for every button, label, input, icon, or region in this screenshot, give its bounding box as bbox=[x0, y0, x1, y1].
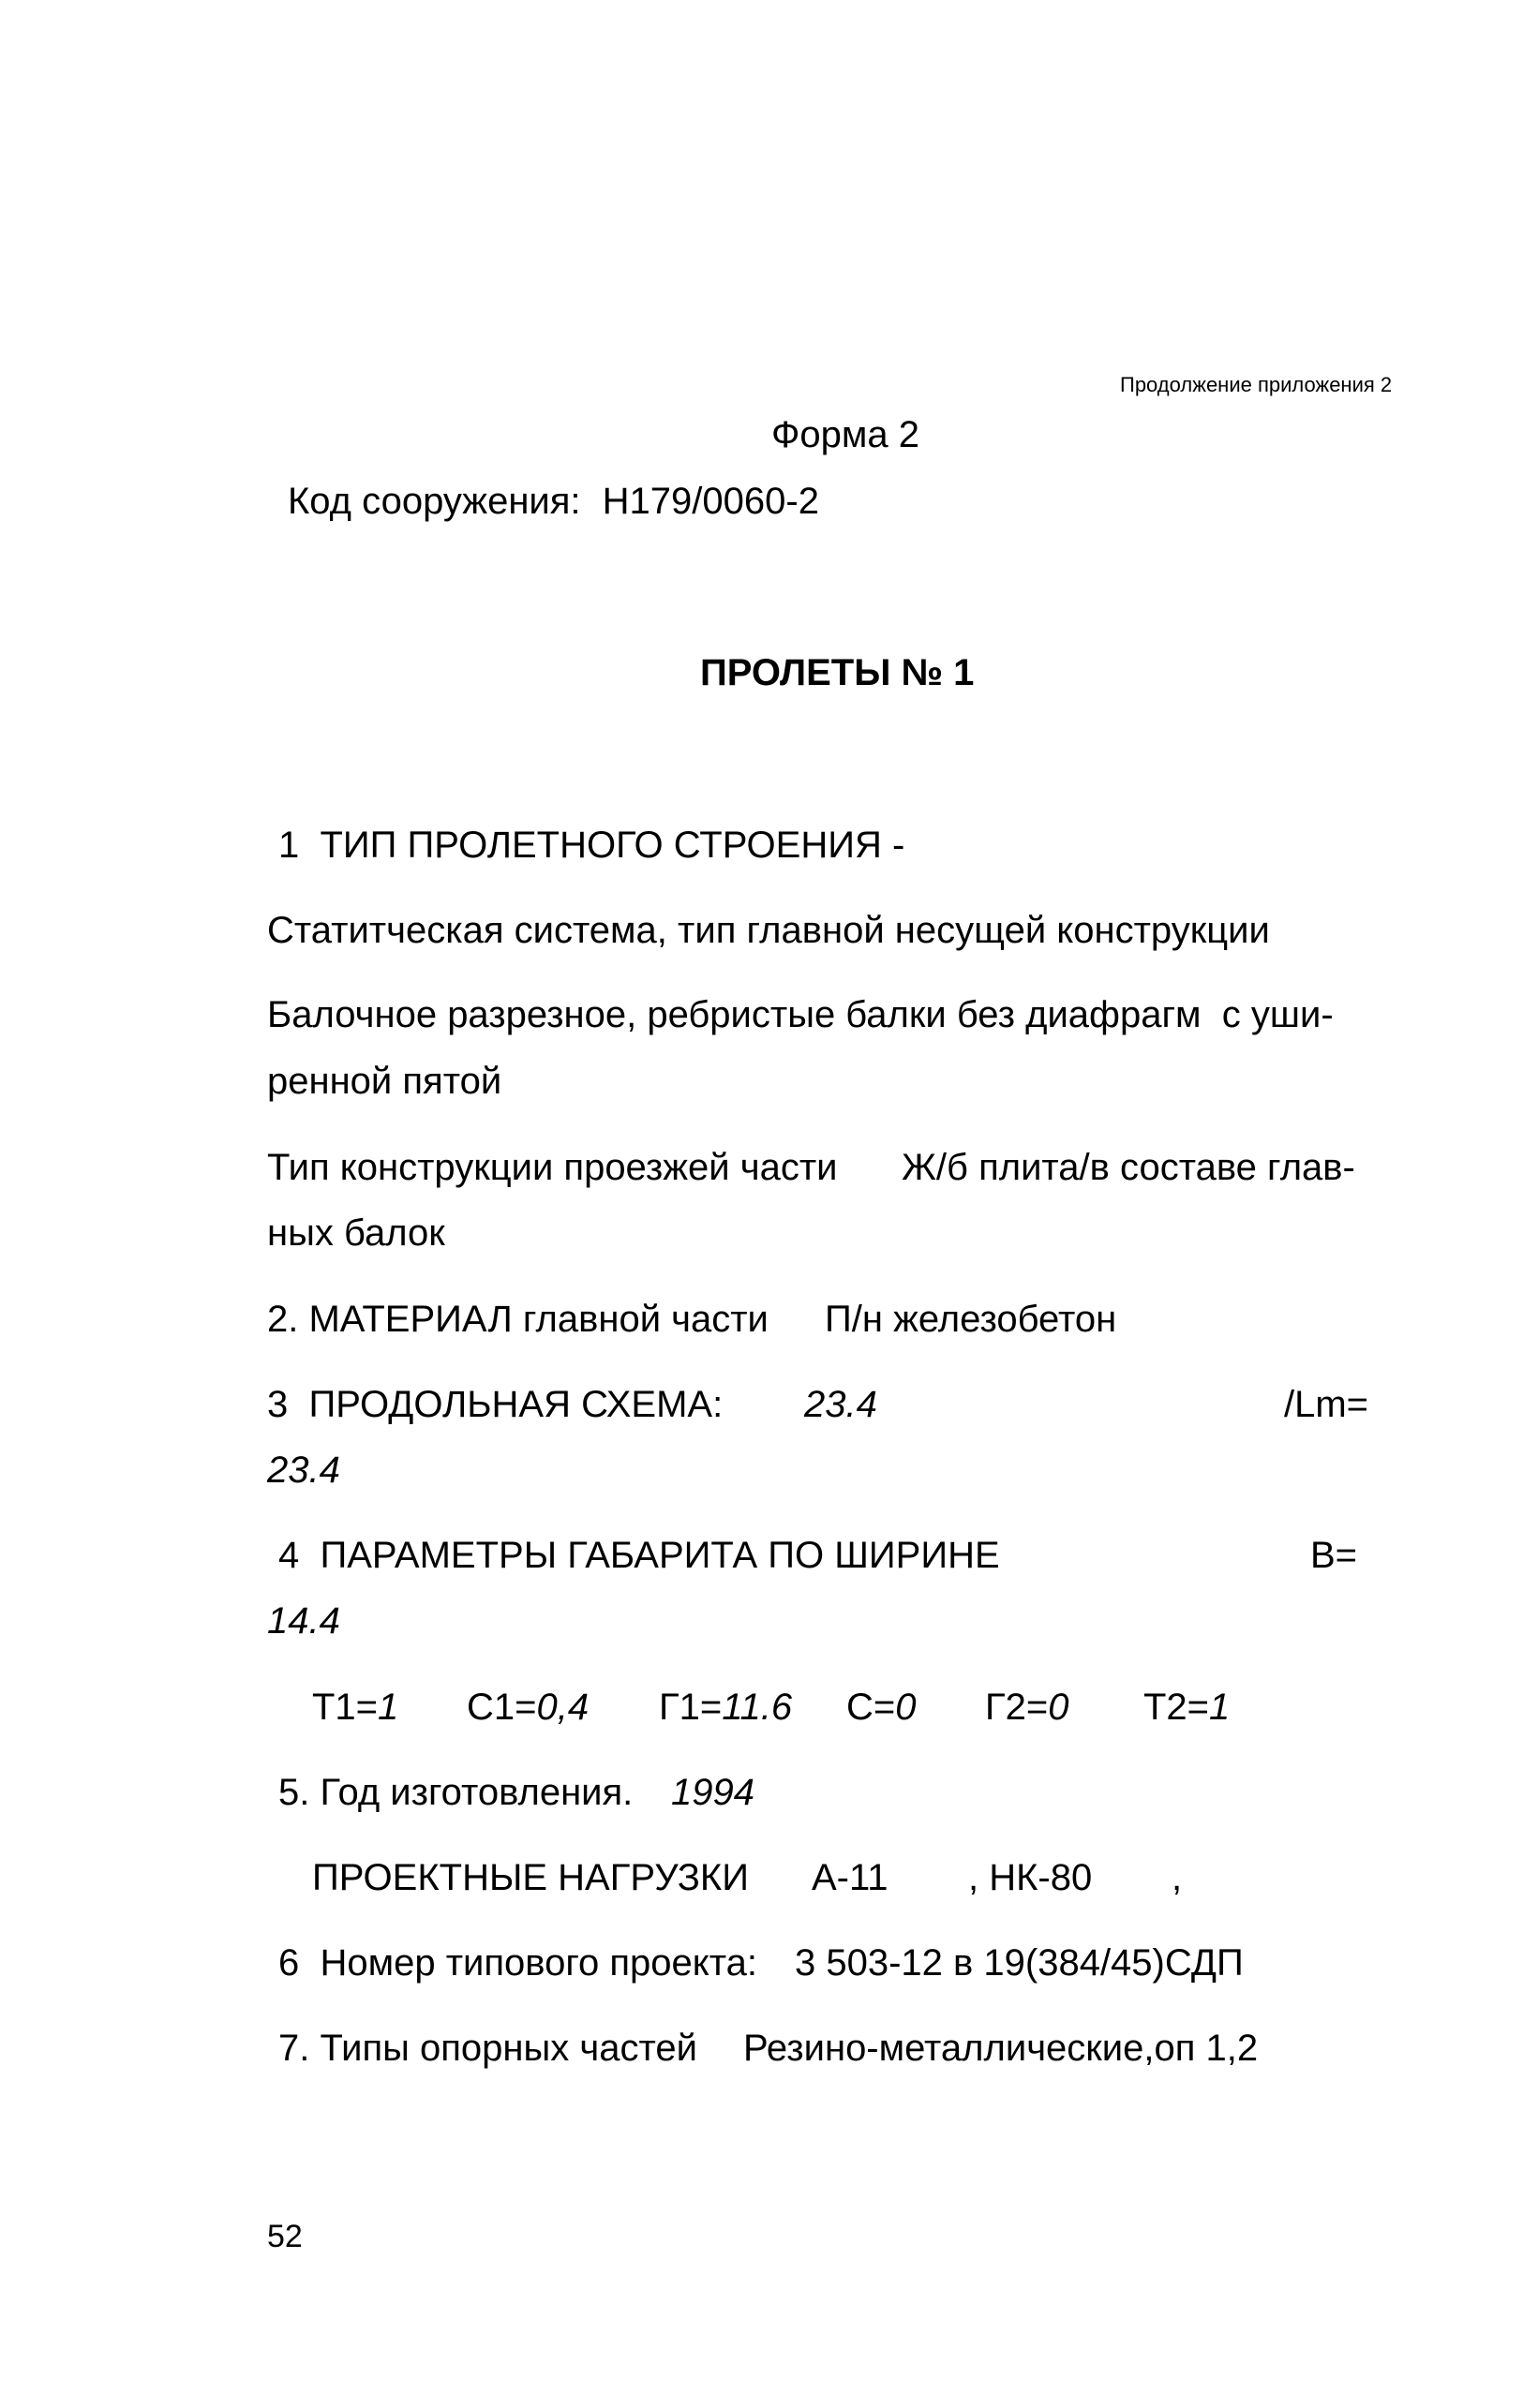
param-g1 bbox=[659, 1685, 792, 1730]
param-t1-value: 1 bbox=[378, 1687, 399, 1728]
lm-value: 23.4 bbox=[267, 1449, 340, 1491]
param-t1 bbox=[312, 1685, 398, 1730]
item7-label: 7. Типы опорных частей bbox=[278, 2028, 697, 2069]
form-title: Форма 2 bbox=[771, 414, 920, 455]
deck-type-value-line1: Ж/б плита/в составе глав- bbox=[902, 1147, 1355, 1188]
deck-type-value-line2: ных балок bbox=[267, 1212, 445, 1254]
param-g2 bbox=[985, 1685, 1069, 1730]
item1-heading: 1 ТИП ПРОЛЕТНОГО СТРОЕНИЯ - bbox=[278, 825, 905, 866]
static-system-line1: Балочное разрезное, ребристые балки без диафрагм с уши- bbox=[267, 994, 1334, 1035]
static-system-label: Статитческая система, тип главной несущей конструкции bbox=[267, 910, 1270, 951]
structure-code bbox=[288, 479, 819, 524]
param-t2-value: 1 bbox=[1209, 1687, 1231, 1728]
load-a11: А-11 bbox=[812, 1857, 888, 1898]
param-c1 bbox=[467, 1685, 589, 1730]
load-nk80: , НК-80 bbox=[968, 1857, 1093, 1898]
param-t1-label: Т1= bbox=[312, 1687, 379, 1728]
param-g2-label: Г2= bbox=[985, 1687, 1049, 1728]
static-system-line2: ренной пятой bbox=[267, 1061, 502, 1102]
deck-type-label: Тип конструкции проезжей части bbox=[267, 1147, 838, 1188]
structure-code-value: Н179/0060-2 bbox=[602, 481, 819, 522]
structure-code-label: Код сооружения: bbox=[288, 481, 581, 522]
item5-label: 5. Год изготовления. bbox=[278, 1772, 634, 1813]
item6-value: 3 503-12 в 19(384/45)СДП bbox=[795, 1942, 1244, 1984]
item3-label: 3 ПРОДОЛЬНАЯ СХЕМА: bbox=[267, 1384, 724, 1425]
load-extra: , bbox=[1172, 1857, 1183, 1898]
param-c bbox=[846, 1685, 917, 1730]
section-title: ПРОЛЕТЫ № 1 bbox=[700, 652, 975, 693]
b-value: 14.4 bbox=[267, 1600, 340, 1642]
design-loads-label: ПРОЕКТНЫЕ НАГРУЗКИ bbox=[312, 1857, 749, 1898]
param-c-value: 0 bbox=[895, 1687, 917, 1728]
page-number: 52 bbox=[267, 2219, 303, 2254]
param-g1-label: Г1= bbox=[659, 1687, 723, 1728]
lm-label: /Lm= bbox=[1284, 1384, 1369, 1425]
continuation-note: Продолжение приложения 2 bbox=[1120, 373, 1393, 396]
year-value: 1994 bbox=[671, 1772, 754, 1813]
scheme-value: 23.4 bbox=[804, 1384, 877, 1425]
param-c1-value: 0,4 bbox=[536, 1687, 590, 1728]
param-g2-value: 0 bbox=[1048, 1687, 1069, 1728]
param-g1-value: 11.6 bbox=[722, 1687, 793, 1728]
param-t2 bbox=[1143, 1685, 1230, 1730]
param-t2-label: Т2= bbox=[1143, 1687, 1210, 1728]
item7-value: Резино-металлические,оп 1,2 bbox=[743, 2028, 1259, 2069]
item2-label: 2. МАТЕРИАЛ главной части bbox=[267, 1299, 769, 1340]
item4-label: 4 ПАРАМЕТРЫ ГАБАРИТА ПО ШИРИНЕ bbox=[278, 1535, 1000, 1576]
b-label: В= bbox=[1310, 1535, 1358, 1576]
item6-label: 6 Номер типового проекта: bbox=[278, 1942, 757, 1984]
item2-value: П/н железобетон bbox=[825, 1299, 1117, 1340]
param-c1-label: С1= bbox=[467, 1687, 537, 1728]
param-c-label: С= bbox=[846, 1687, 896, 1728]
